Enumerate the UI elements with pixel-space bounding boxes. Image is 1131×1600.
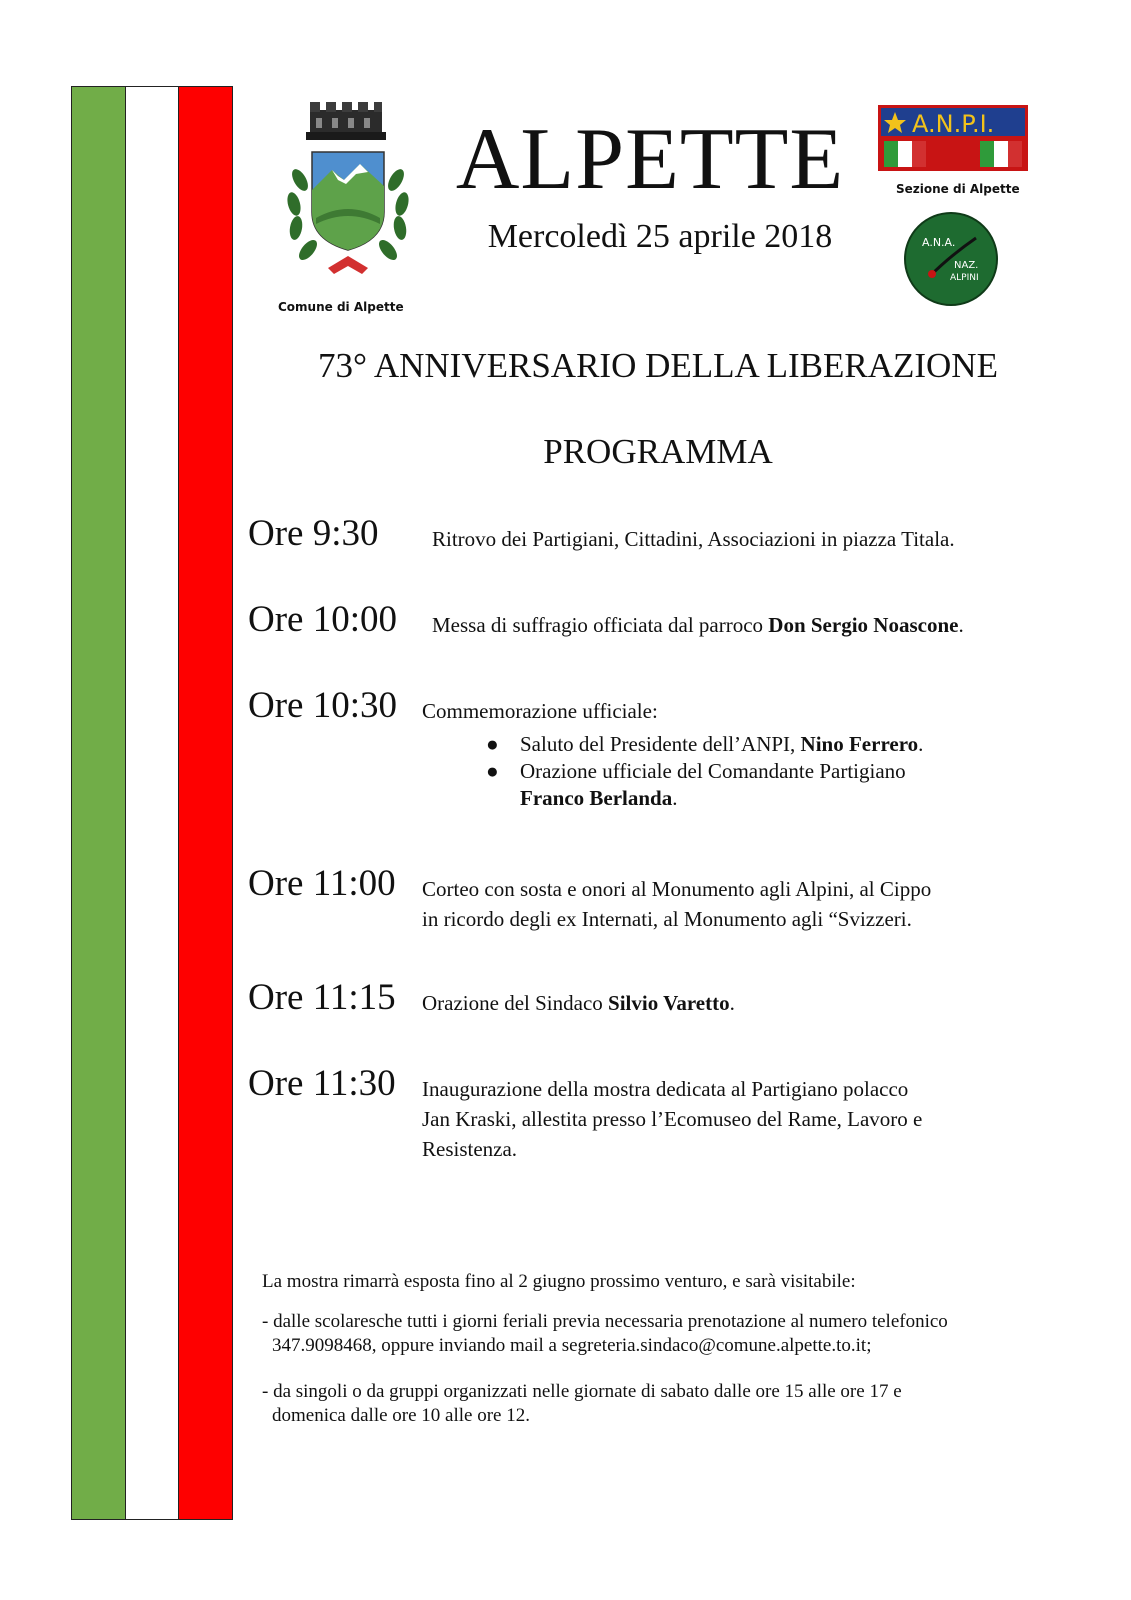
commemoration-list — [486, 731, 923, 812]
svg-text:A.N.A.: A.N.A. — [922, 236, 956, 249]
list-item: ● Saluto del Presidente dell’ANPI, Nino Ferrero. — [486, 732, 924, 756]
schedule-time: Ore 10:30 — [248, 685, 397, 726]
crest-label: Comune di Alpette — [278, 300, 404, 314]
mayor-name: Silvio Varetto — [608, 991, 730, 1015]
svg-text:NAZ.: NAZ. — [954, 260, 979, 271]
schedule-time: Ore 11:15 — [248, 977, 396, 1018]
anpi-section-label: Sezione di Alpette — [896, 182, 1020, 196]
bullet-icon: ● — [486, 732, 499, 756]
town-title: ALPETTE — [455, 111, 845, 208]
svg-text:A.N.P.I.: A.N.P.I. — [912, 110, 995, 138]
schedule-time: Ore 9:30 — [248, 513, 379, 554]
visit-option-schools: - dalle scolaresche tutti i giorni feriali previa necessaria prenotazione al numero telefonico 347.9098468, oppure inviando mail a segreteria.sindaco@comune.alpette.to.it; — [262, 1311, 948, 1356]
schedule-time: Ore 11:30 — [248, 1063, 396, 1104]
officiant-name: Don Sergio Noascone — [768, 613, 959, 637]
italian-flag-band — [71, 86, 233, 1520]
exhibition-intro: La mostra rimarrà esposta fino al 2 giugno prossimo venturo, e sarà visitabile: — [262, 1271, 856, 1292]
municipal-crest-icon — [276, 100, 420, 290]
flag-red-stripe — [178, 87, 232, 1519]
schedule-description: Ritrovo dei Partigiani, Cittadini, Associazioni in piazza Titala. — [432, 527, 955, 551]
schedule-description: Inaugurazione della mostra dedicata al Partigiano polacco Jan Kraski, allestita presso l’Ecomuseo del Rame, Lavoro e Resistenza. — [422, 1077, 923, 1161]
schedule-description: Messa di suffragio officiata dal parroco Don Sergio Noascone. — [432, 613, 964, 637]
visit-option-groups: - da singoli o da gruppi organizzati nelle giornate di sabato dalle ore 15 alle ore 17 e domenica dalle ore 10 alle ore 12. — [262, 1381, 902, 1426]
schedule-time: Ore 11:00 — [248, 863, 396, 904]
program-title: PROGRAMMA — [543, 432, 773, 471]
list-item: ● Orazione ufficiale del Comandante Partigiano Franco Berlanda. — [486, 759, 906, 810]
flag-green-stripe — [72, 87, 125, 1519]
event-date: Mercoledì 25 aprile 2018 — [487, 218, 833, 255]
schedule-description: Orazione del Sindaco Silvio Varetto. — [422, 991, 735, 1015]
anniversary-title: 73° ANNIVERSARIO DELLA LIBERAZIONE — [318, 346, 998, 385]
anpi-logo-icon — [878, 105, 1028, 171]
schedule-description: Commemorazione ufficiale: — [422, 699, 658, 723]
svg-text:ALPINI: ALPINI — [950, 273, 979, 283]
ana-alpini-logo-icon — [904, 212, 998, 306]
bullet-icon: ● — [486, 759, 499, 783]
flag-white-stripe — [125, 87, 179, 1519]
schedule-description: Corteo con sosta e onori al Monumento agli Alpini, al Cippo in ricordo degli ex Internati, al Monumento agli “Svizzeri. — [422, 877, 932, 931]
schedule-time: Ore 10:00 — [248, 599, 397, 640]
